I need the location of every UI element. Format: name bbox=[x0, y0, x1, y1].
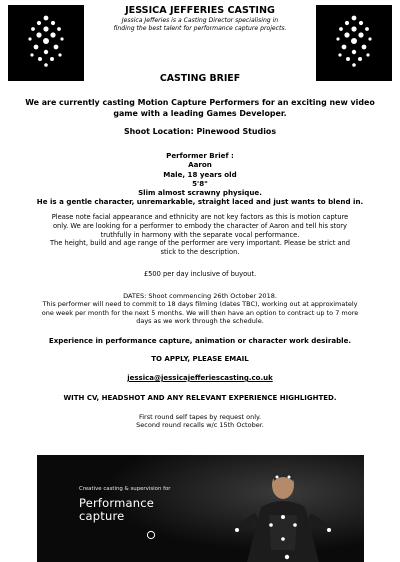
notes-line: The height, build and age range of the performer are very important. Please be strict and bbox=[49, 239, 351, 248]
email-link[interactable]: jessica@jessicajefferiescasting.co.uk bbox=[127, 374, 273, 382]
company-logo-left bbox=[8, 5, 84, 81]
email-link-wrap bbox=[10, 374, 390, 383]
dates-line: days as we work through the schedule. bbox=[136, 317, 264, 326]
performer-height: 5'8" bbox=[192, 178, 208, 188]
experience-note: Experience in performance capture, animation or character work desirable. bbox=[48, 336, 352, 345]
dates-line: one week per month for the next 5 months. We will then have an option to contract up to 7 more bbox=[41, 308, 359, 317]
intro-line-1: We are currently casting Motion Capture Performers for an exciting new video bbox=[25, 98, 375, 107]
performer-brief bbox=[10, 151, 390, 207]
rounds-line: Second round recalls w/c 15th October. bbox=[136, 421, 264, 430]
performer-details: Male, 18 years old bbox=[163, 169, 237, 179]
banner-title bbox=[79, 497, 154, 523]
cv-instructions: WITH CV, HEADSHOT AND ANY RELEVANT EXPERIENCE HIGHLIGHTED. bbox=[63, 394, 337, 402]
notes-line: stick to the description. bbox=[160, 248, 240, 257]
notes-paragraph bbox=[10, 213, 390, 257]
tagline-line-2: finding the best talent for performance capture projects. bbox=[113, 25, 287, 32]
intro-paragraph bbox=[10, 97, 390, 119]
notes-line: Please note facial appearance and ethnicity are not key factors as this is motion capture bbox=[51, 213, 349, 221]
dot-cluster-logo-icon bbox=[316, 5, 392, 81]
company-name: JESSICA JEFFERIES CASTING bbox=[125, 5, 275, 16]
dates-line: DATES: Shoot commencing 26th October 2018. bbox=[123, 292, 277, 300]
dot-cluster-logo-icon bbox=[8, 5, 84, 81]
banner-title-line-1: Performance bbox=[79, 496, 155, 510]
rounds-info bbox=[10, 413, 390, 430]
dates-paragraph bbox=[10, 292, 390, 326]
shoot-location: Shoot Location: Pinewood Studios bbox=[123, 127, 277, 136]
intro-line-2: game with a leading Games Developer. bbox=[113, 109, 287, 118]
tagline-line-1: Jessica Jefferies is a Casting Director specialising in bbox=[121, 17, 279, 24]
apply-heading: TO APPLY, PLEASE EMAIL bbox=[151, 355, 249, 363]
performer-name: Aaron bbox=[188, 160, 212, 170]
notes-line: truthfully in harmony with the separate vocal performance. bbox=[100, 230, 300, 239]
rounds-line: First round self tapes by request only. bbox=[138, 413, 262, 421]
performer-build: Slim almost scrawny physique. bbox=[138, 188, 262, 198]
page-title: CASTING BRIEF bbox=[159, 73, 241, 84]
performance-capture-banner bbox=[37, 455, 364, 562]
banner-title-line-2: capture bbox=[79, 509, 125, 523]
dates-line: This performer will need to commit to 18 days filming (dates TBC), working out at approximately bbox=[42, 300, 358, 309]
letterhead bbox=[90, 5, 310, 33]
performer-character: He is a gentle character, unremarkable, straight laced and just wants to blend in. bbox=[36, 197, 364, 207]
day-rate: £500 per day inclusive of buyout. bbox=[143, 270, 257, 278]
performer-heading: Performer Brief : bbox=[166, 151, 234, 160]
company-logo-right bbox=[316, 5, 392, 81]
notes-line: only. We are looking for a performer to embody the character of Aaron and tell his story bbox=[52, 221, 348, 230]
banner-subtitle: Creative casting & supervision for bbox=[79, 486, 171, 492]
